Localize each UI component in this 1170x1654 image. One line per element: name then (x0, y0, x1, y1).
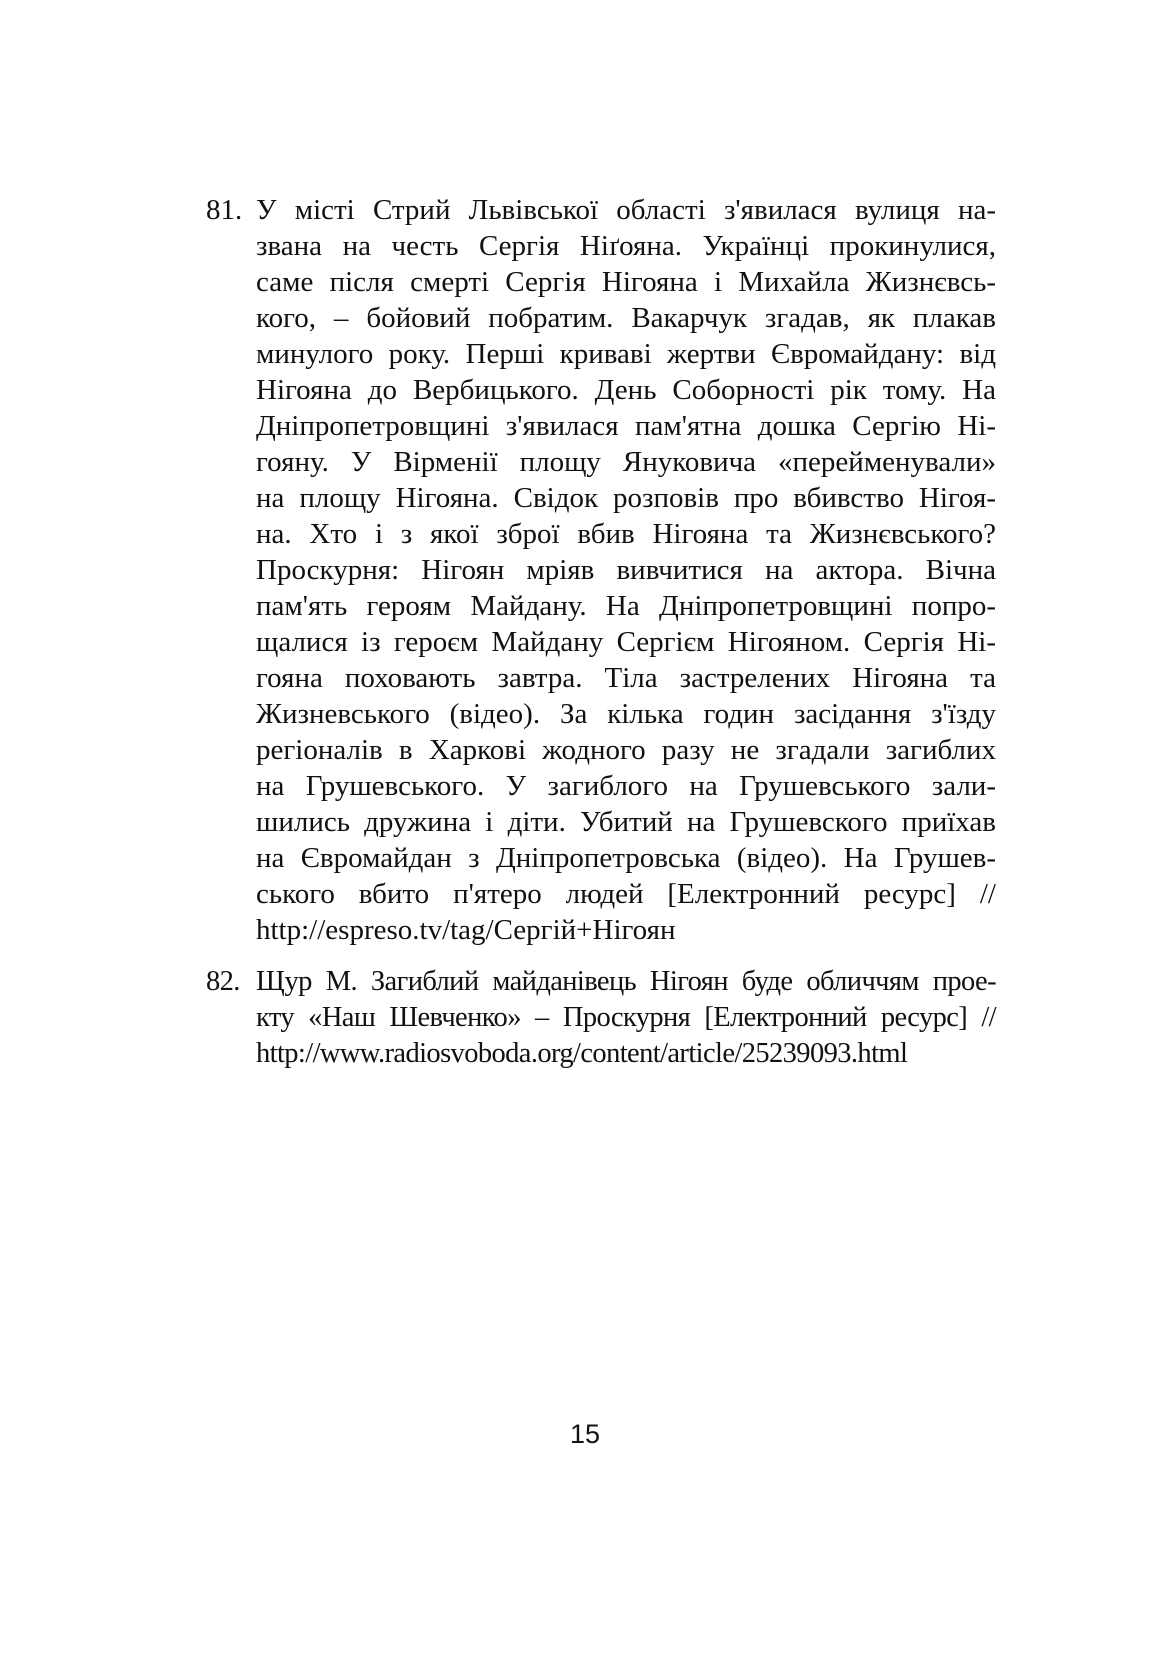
text-line: Щур М. Загиблий майданівець Нігоян буде обличчям прое- (256, 966, 996, 997)
text-line: Жизневського (відео). За кілька годин засідання з'їзду (256, 698, 996, 730)
text-line: гояну. У Вірменії площу Януковича «перейменували» (256, 446, 996, 478)
entry-number: 82. (206, 966, 240, 997)
text-line: на. Хто і з якої зброї вбив Нігояна та Жизнєвського? (256, 518, 996, 550)
text-line: минулого року. Перші криваві жертви Євромайдану: від (256, 338, 996, 370)
text-line: кту «Наш Шевченко» – Проскурня [Електронний ресурс] // (256, 1002, 996, 1033)
text-line: шились дружина і діти. Убитий на Грушевского приїхав (256, 806, 996, 838)
entry-text (256, 192, 996, 948)
text-line: саме після смерті Сергія Нігояна і Михайла Жизнєвсь- (256, 266, 996, 298)
text-line: У місті Стрий Львівської області з'явилася вулиця на- (256, 194, 996, 226)
url-line: http://www.radiosvoboda.org/content/article/25239093.html (256, 1038, 908, 1069)
entry-number: 81. (206, 194, 243, 226)
text-line: регіоналів в Харкові жодного разу не згадали загиблих (256, 734, 996, 766)
text-line: звана на честь Сергія Ніґояна. Українці прокинулися, (256, 230, 996, 262)
text-line: щалися із героєм Майдану Сергієм Нігояном. Сергія Ні- (256, 626, 996, 658)
bibliography-entry-81 (206, 192, 996, 948)
text-line: Проскурня: Нігоян мріяв вивчитися на актора. Вічна (256, 554, 996, 586)
text-line: пам'ять героям Майдану. На Дніпропетровщині попро- (256, 590, 996, 622)
text-line: на Євромайдан з Дніпропетровська (відео). На Грушев- (256, 842, 996, 874)
text-line: гояна поховають завтра. Тіла застрелених Нігояна та (256, 662, 996, 694)
url-line: http://espreso.tv/tag/Сергій+Нігоян (256, 914, 676, 946)
entry-text (256, 964, 996, 1072)
text-line: Нігояна до Вербицького. День Соборності рік тому. На (256, 374, 996, 406)
text-line: кого, – бойовий побратим. Вакарчук згадав, як плакав (256, 302, 996, 334)
bibliography-entry-82 (206, 964, 996, 1072)
page-number: 15 (569, 1419, 601, 1449)
text-line: ського вбито п'ятеро людей [Електронний ресурс] // (256, 878, 996, 910)
text-line: на площу Нігояна. Свідок розповів про вбивство Нігоя- (256, 482, 996, 514)
text-line: на Грушевського. У загиблого на Грушевського зали- (256, 770, 996, 802)
text-line: Дніпропетровщині з'явилася пам'ятна дошка Сергію Ні- (256, 410, 996, 442)
